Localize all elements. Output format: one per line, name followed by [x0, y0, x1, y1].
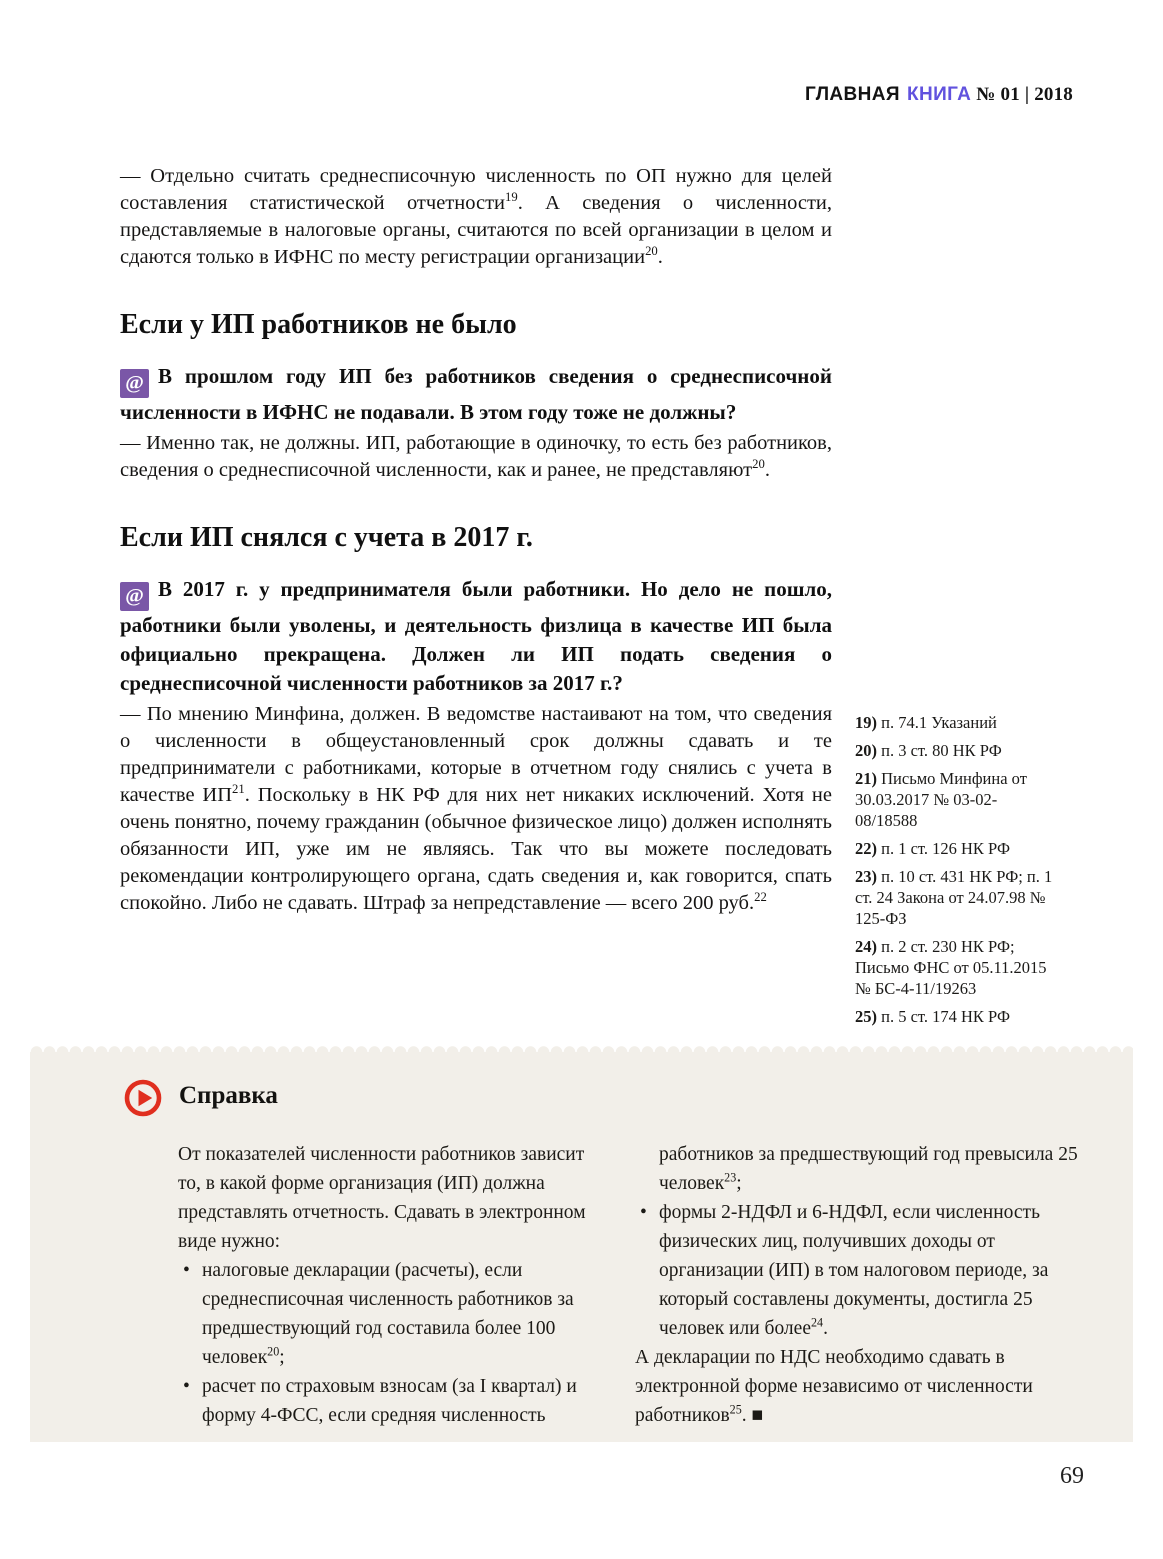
callout-intro: От показателей численности работников зависит то, в какой форме организация (ИП) должна представлять отчетность. Сдавать в электронном виде нужно:	[178, 1144, 586, 1252]
at-badge-icon: @	[120, 582, 149, 611]
footnote-item	[855, 866, 1055, 929]
footnote-number: 23)	[855, 867, 877, 886]
callout-bullet: • расчет по страховым взносам (за I квартал) и форму 4-ФСС, если средняя численность	[178, 1372, 611, 1430]
footnote-text: п. 1 ст. 126 НК РФ	[881, 839, 1010, 858]
footnote-text: п. 3 ст. 80 НК РФ	[881, 741, 1002, 760]
question-paragraph	[120, 362, 832, 427]
footnote-number: 20)	[855, 741, 877, 760]
article-body	[120, 163, 832, 917]
question-text: В прошлом году ИП без работников сведения о среднесписочной численности в ИФНС не подавали. В этом году тоже не должны?	[120, 364, 832, 424]
footnote-item	[855, 838, 1055, 859]
footnotes-sidebar	[855, 712, 1055, 1034]
answer-paragraph: — По мнению Минфина, должен. В ведомстве настаивают на том, что сведения о численности в общеустановленный срок должны сдавать и те предприниматели с работниками, которые в отчетном году снялись с учета в качестве ИП$^{21}$. Поскольку в НК РФ для них нет никаких исключений. Хотя не очень понятно, почему гражданин (обычное физическое лицо) должен исполнять обязанности ИП, уже им не являясь. Так что вы можете последовать рекомендации контролирующего органа, сдать сведения и, как говорится, спать спокойно. Либо не сдавать. Штраф за непредставление — всего 200 руб.$^{22}$	[120, 703, 832, 914]
callout-bullet: • формы 2-НДФЛ и 6-НДФЛ, если численность физических лиц, получивших доходы от организации (ИП) в том налоговом периоде, за который составлены документы, достигла 25 человек или более$^{24}$.	[635, 1198, 1090, 1343]
callout-left-column	[178, 1140, 611, 1430]
footnote-ref: 23	[724, 1170, 737, 1185]
footnote-ref: 20	[267, 1344, 280, 1359]
footnote-item	[855, 936, 1055, 999]
footnote-number: 24)	[855, 937, 877, 956]
footnote-item	[855, 768, 1055, 831]
footnote-ref: 20	[645, 244, 658, 259]
footnote-ref: 22	[754, 890, 767, 905]
footnote-ref: 24	[810, 1315, 824, 1330]
play-circle-icon	[124, 1079, 162, 1117]
question-text: В 2017 г. у предпринимателя были работники. Но дело не пошло, работники были уволены, и деятельность физлица в качестве ИП была официально прекращена. Должен ли ИП подать сведения о среднесписочной численности работников за 2017 г.?	[120, 577, 832, 695]
footnote-text: п. 2 ст. 230 НК РФ; Письмо ФНС от 05.11.2015 № БС-4-11/19263	[855, 937, 1047, 998]
footnote-ref: 19	[505, 190, 518, 205]
answer-paragraph: — Именно так, не должны. ИП, работающие в одиночку, то есть без работников, сведения о среднесписочной численности, как и ранее, не представляют$^{20}$.	[120, 432, 832, 481]
question-paragraph	[120, 575, 832, 698]
brand-name-accent: КНИГА	[906, 84, 972, 105]
callout-continuation: работников за предшествующий год превысила 25 человек$^{23}$;	[659, 1144, 1078, 1194]
footnote-number: 25)	[855, 1007, 877, 1026]
callout-closing: А декларации по НДС необходимо сдавать в электронной форме независимо от численности работников$^{25}$. ■	[635, 1347, 1033, 1426]
qa-section-2	[120, 521, 832, 917]
footnote-number: 19)	[855, 713, 877, 732]
intro-paragraph: — Отдельно считать среднесписочную численность по ОП нужно для целей составления статистической отчетности$^{19}$. А сведения о численности, представляемые в налоговые органы, считаются по всей организации в целом и сдаются только в ИФНС по месту регистрации организации$^{20}$.	[120, 165, 832, 268]
section-heading: Если ИП снялся с учета в 2017 г.	[120, 522, 533, 553]
footnote-number: 21)	[855, 769, 877, 788]
reference-callout-box	[30, 1052, 1133, 1442]
masthead	[805, 84, 1073, 106]
callout-title: Справка	[179, 1082, 278, 1109]
footnote-number: 22)	[855, 839, 877, 858]
footnote-item	[855, 712, 1055, 733]
issue-number: № 01 | 2018	[976, 84, 1073, 105]
brand-name: ГЛАВНАЯ	[805, 84, 900, 105]
footnote-item	[855, 1006, 1055, 1027]
footnote-text: п. 74.1 Указаний	[881, 713, 997, 732]
qa-section-1	[120, 308, 832, 484]
footnote-text: п. 10 ст. 431 НК РФ; п. 1 ст. 24 Закона от 24.07.98 № 125-ФЗ	[855, 867, 1053, 928]
callout-bullet: • налоговые декларации (расчеты), если среднесписочная численность работников за предшествующий год составила более 100 человек$^{20}$;	[178, 1256, 611, 1372]
page-number: 69	[1060, 1463, 1084, 1489]
section-heading: Если у ИП работников не было	[120, 309, 517, 340]
callout-columns	[178, 1140, 1090, 1430]
callout-right-column	[635, 1140, 1090, 1430]
footnote-ref: 21	[232, 782, 245, 797]
at-badge-icon: @	[120, 369, 149, 398]
footnote-ref: 20	[752, 457, 765, 472]
footnote-ref: 25	[729, 1402, 742, 1417]
footnote-text: Письмо Минфина от 30.03.2017 № 03-02-08/18588	[855, 769, 1027, 830]
footnote-item	[855, 740, 1055, 761]
footnote-text: п. 5 ст. 174 НК РФ	[881, 1007, 1010, 1026]
